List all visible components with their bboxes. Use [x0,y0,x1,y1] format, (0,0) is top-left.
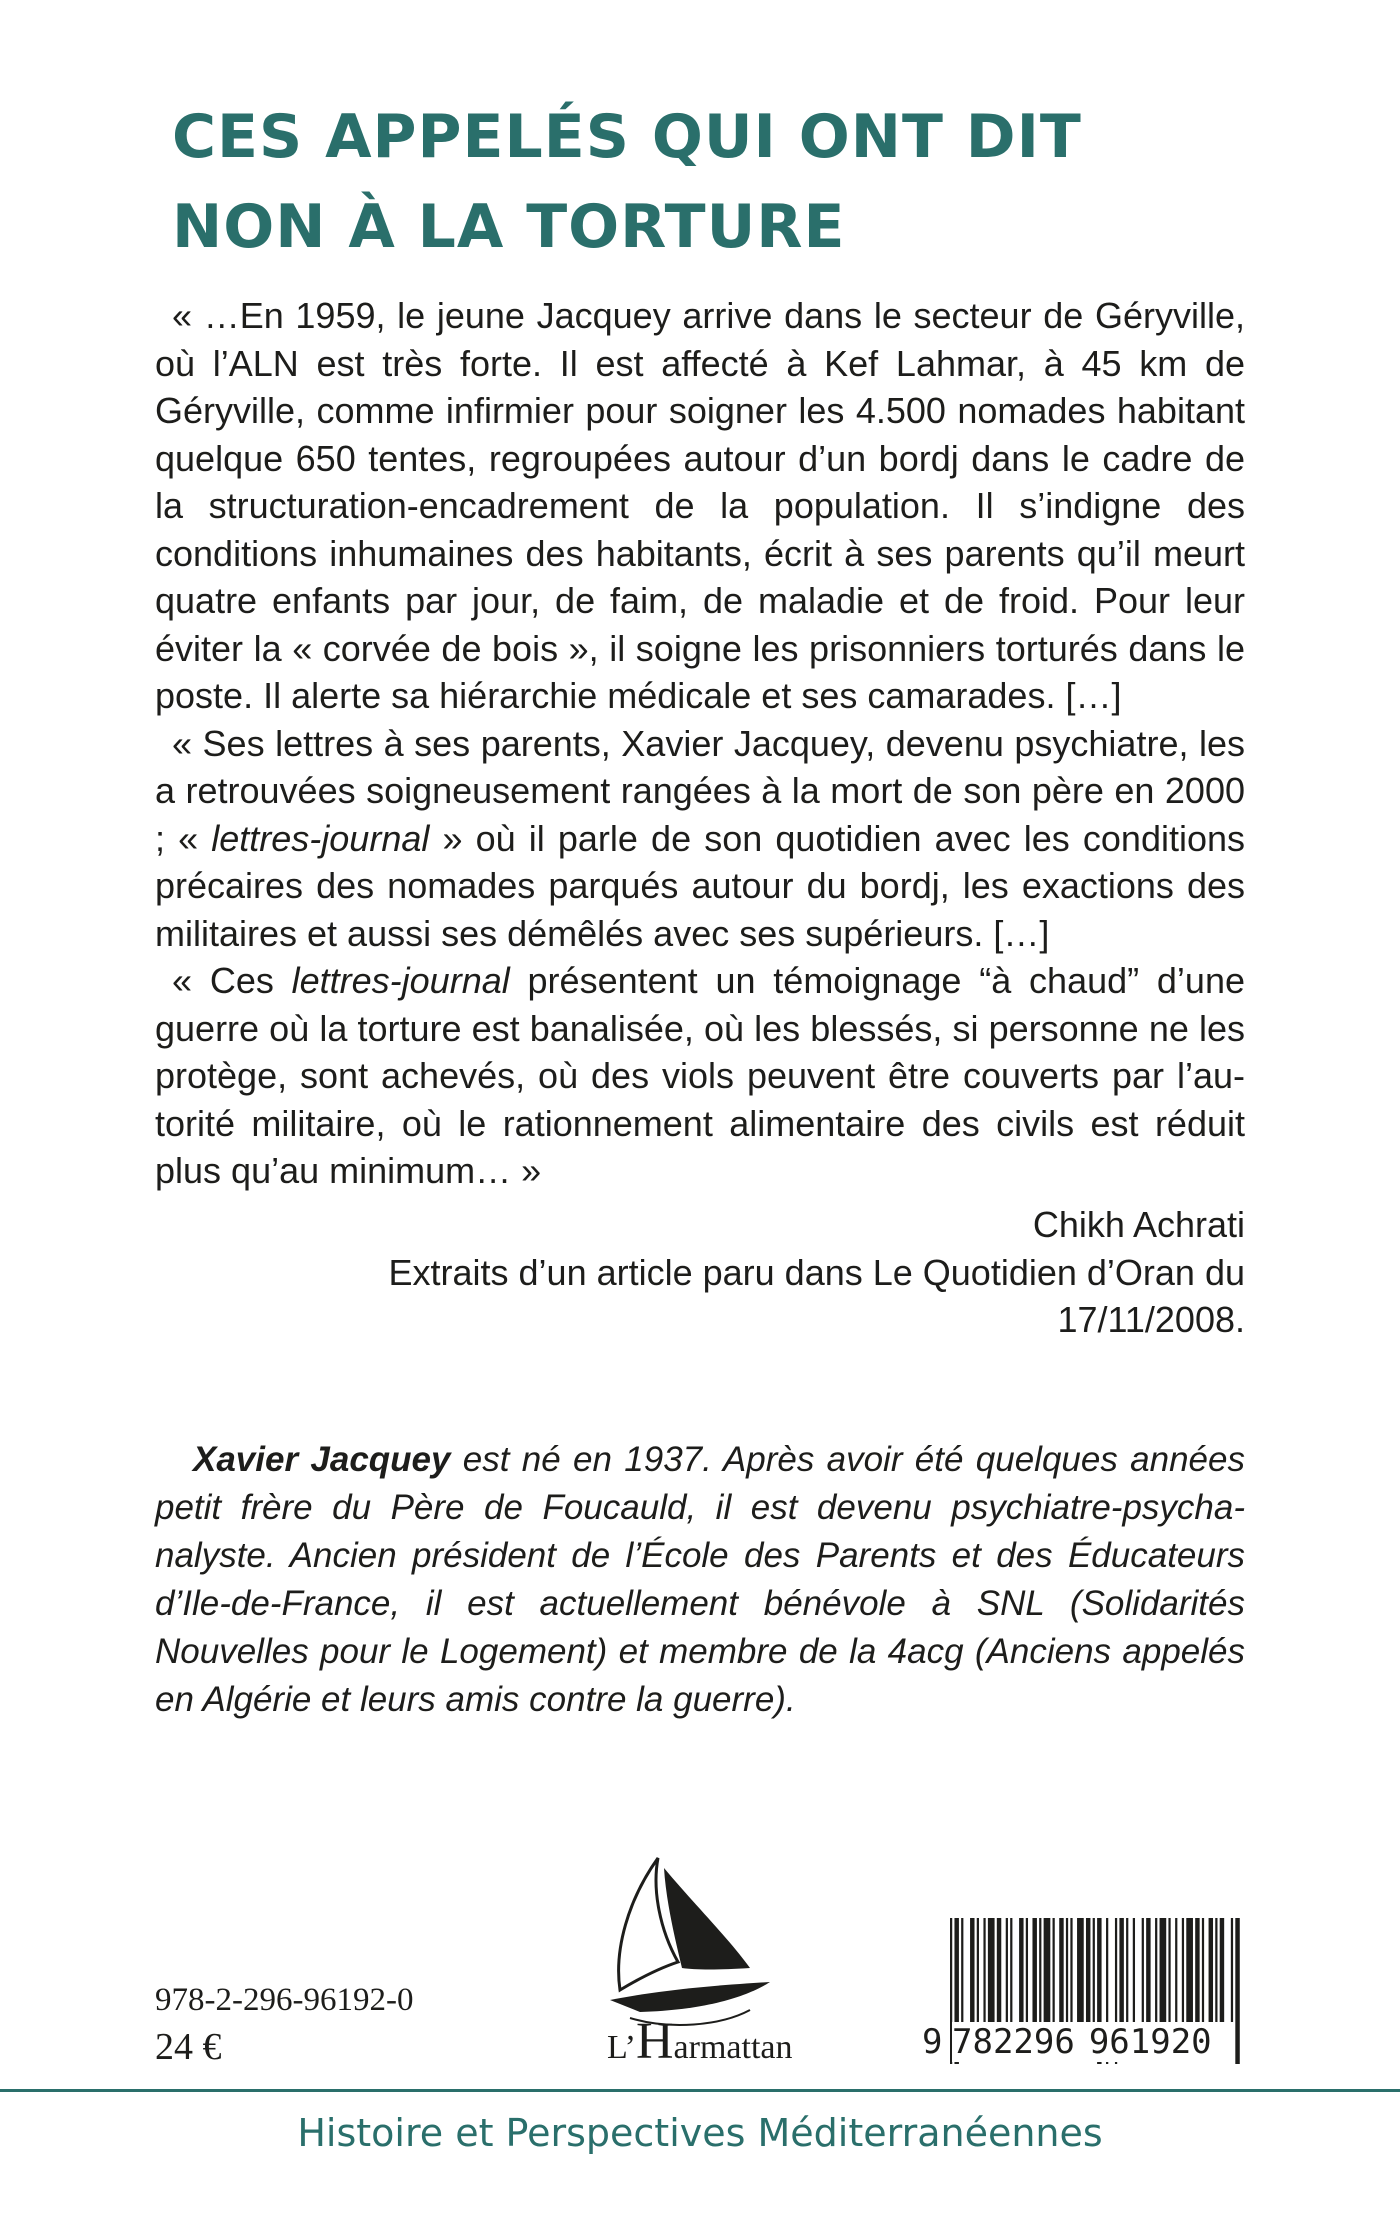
barcode-bar [1160,1918,1167,2022]
excerpt-p2-text-b: » où il parle de son quotidien avec les conditions précaires des nomades parqués autour du bordj, les exactions des militaires et aussi ses démêlés avec ses supérieurs. […] [155,817,1246,954]
attribution-source-line-1: Extraits d’un article paru dans Le Quotidien d’Oran du [388,1251,1245,1293]
barcode-bar [1126,1918,1128,2022]
barcode-bar [1175,1918,1177,2022]
barcode-bar [1070,1918,1072,2022]
excerpt-p3-text-a: « Ces [172,960,292,1001]
barcode-bar [1182,1918,1184,2022]
barcode-bar [1209,1918,1213,2022]
barcode-bar [1133,1918,1135,2022]
author-bio-text: est né en 1937. Après avoir été quelques années petit frère du Père de Foucauld, il est devenu psychiatre-psychanalyste. Ancien président de l’École des Parents et des Éducateurs d’Ile-de-France, il est actuellement bénévole à SNL (Solidarités Nouvelles pour le Logement) et membre de la 4acg (Anciens appelés en Algérie et leurs amis contre la guerre). [155,1440,1245,1719]
price: 24 € [155,2026,222,2068]
footer-rule [0,2089,1400,2092]
publisher-rest: armattan [673,2029,793,2066]
excerpt-p3-italic: lettres-journal [291,960,510,1001]
excerpt-p2-text-a: « Ses lettres à ses parents, Xavier Jacquey, devenu psychiatre, les a retrouvées soigneusement rangées à la mort de son père en 2000 ; « [155,722,1245,859]
barcode-bar [1186,1918,1193,2022]
excerpt-p3-text-b: présentent un témoignage “à chaud” d’une guerre où la torture est banalisée, où les blessés, si personne ne les protège, sont achevés, où des viols peuvent être couverts par l’autorité militaire, où le rationnement alimentaire des civils est réduit plus qu’au minimum… » [155,960,1245,1191]
book-title-line-2: NON À LA TORTURE [172,192,846,262]
barcode-bar [1155,1918,1157,2022]
excerpt-paragraph-3 [155,957,1245,1195]
barcode-bar [1142,1918,1144,2022]
barcode-bar [1195,1918,1199,2022]
barcode-bar [1019,1918,1023,2022]
barcode-bar [1053,1918,1055,2022]
book-title-line-1: CES APPELÉS QUI ONT DIT [172,102,1082,172]
barcode-group-2: 961920 [1075,2022,1212,2062]
barcode-bar [988,1918,995,2022]
excerpt-p2-italic: lettres-journal [211,817,430,859]
author-bio [155,1436,1245,1724]
barcode-bar [1026,1918,1028,2022]
barcode-bar [1202,1918,1204,2022]
barcode-digits [922,2022,1244,2062]
barcode-bar [1093,1918,1095,2022]
series-name: Histoire et Perspectives Méditerranéennes [297,2111,1103,2155]
author-name: Xavier Jacquey [193,1440,451,1479]
attribution [245,1201,1245,1344]
publisher-initial: H [635,2013,674,2070]
barcode-bar [1086,1918,1090,2022]
isbn-price-block [155,1980,413,2074]
barcode-bar [1032,1918,1036,2022]
barcode-bar [1215,1918,1217,2022]
barcode-bar [1119,1918,1123,2022]
barcode-bar [983,1918,985,2022]
book-title [172,92,1082,272]
sail-right [664,1868,750,1970]
barcode-bar [1044,1918,1051,2022]
barcode-bar [1146,1918,1150,2022]
attribution-source-line-2: 17/11/2008. [1057,1299,1245,1340]
excerpt [155,292,1245,1195]
barcode-bar [970,1918,974,2022]
barcode-bar [1010,1918,1012,2022]
barcode-bar [1231,1918,1233,2022]
barcode-bar [1077,1918,1084,2022]
barcode-first-digit: 9 [922,2022,943,2062]
isbn: 978-2-296-96192-0 [155,1982,414,2018]
barcode-bar [961,1918,963,2022]
barcode-bar [1066,1918,1068,2022]
hull [610,1982,770,2012]
barcode-bar [1220,1918,1224,2022]
barcode-bar [1006,1918,1008,2022]
barcode-group-1: 782296 [952,2022,1075,2062]
barcode-bar [1039,1918,1041,2022]
publisher-prefix: L’ [607,2029,636,2066]
attribution-author: Chikh Achrati [1032,1204,1245,1245]
excerpt-paragraph-1: « …En 1959, le jeune Jacquey arrive dans le secteur de Géryville, où l’ALN est très forte. Il est affecté à Kef Lahmar, à 45 km de Géryville, comme infirmier pour soigner les 4.500 nomades habitant quelque 650 tentes, regroupées autour d’un bordj dans le cadre de la structuration-encadrement de la population. Il s’indigne des conditions inhumaines des habitants, écrit à ses parents qu’il meurt quatre enfants par jour, de faim, de maladie et de froid. Pour leur éviter la « corvée de bois », il soigne les prisonniers torturés dans le poste. Il alerte sa hiérarchie médicale et ses camarades. […] [155,295,1245,716]
barcode-bar [977,1918,979,2022]
barcode-bar [1059,1918,1063,2022]
barcode-bar [997,1918,1001,2022]
excerpt-paragraph-2 [155,720,1245,958]
publisher-name [607,2013,793,2070]
barcode-bar [1168,1918,1170,2022]
